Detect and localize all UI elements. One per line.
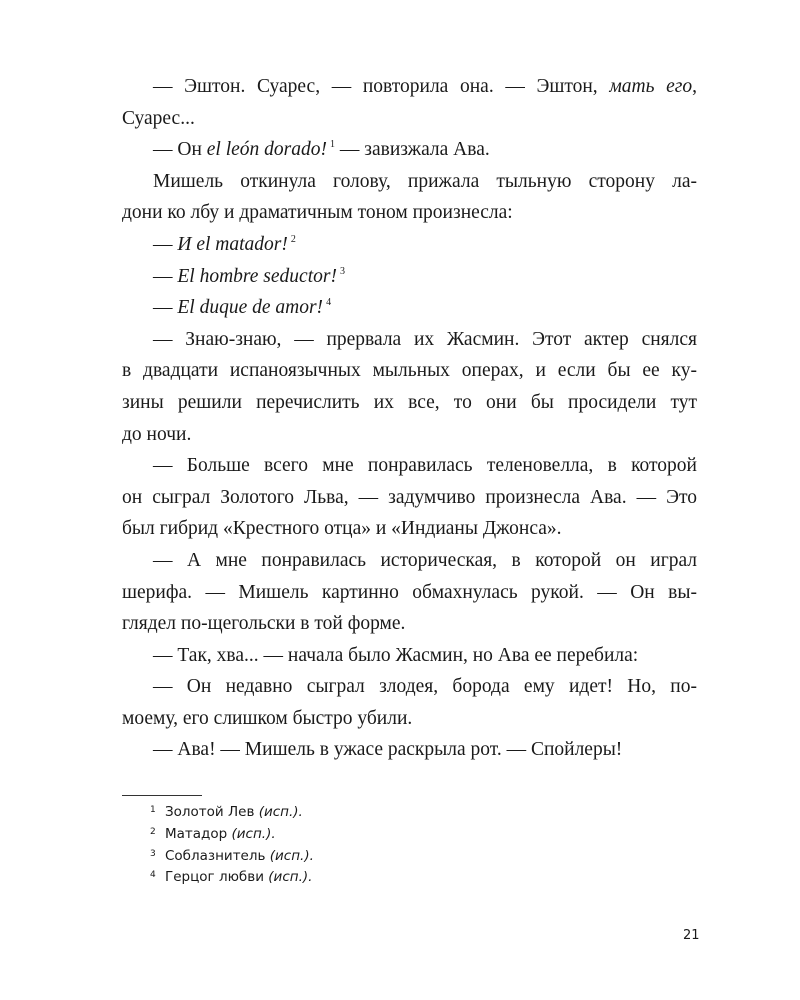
text-span: в двадцати испаноязычных мыльных операх, и если бы ее ку- — [122, 360, 697, 382]
text-span: — Больше всего мне понравилась теленовелла, в которой — [153, 455, 697, 477]
text-span: — Он недавно сыграл злодея, борода ему идет! Но, по- — [153, 676, 697, 698]
text-span: зины решили перечислить их все, то они бы просидели тут — [122, 391, 697, 413]
text-span: , — [692, 76, 697, 97]
text-line — [122, 197, 697, 229]
text-span: — завизжала Ава. — [335, 139, 490, 161]
footnote-text: Герцог любви — [165, 869, 269, 886]
footnote-lang: (исп.). — [268, 869, 313, 886]
text-line — [122, 71, 697, 103]
italic-text: el león dorado! — [206, 139, 328, 161]
text-line — [122, 229, 697, 261]
footnote-number: 1 — [150, 805, 156, 815]
text-line — [122, 577, 697, 609]
text-line — [122, 134, 697, 166]
text-line — [122, 640, 697, 672]
italic-text: мать его — [609, 76, 693, 97]
text-span: глядел по-щегольски в той форме. — [122, 613, 406, 635]
text-span: моему, его слишком быстро убили. — [122, 707, 413, 729]
text-span: — — [153, 265, 178, 287]
text-line — [122, 166, 697, 198]
text-span: — — [153, 297, 178, 319]
text-line — [122, 261, 697, 293]
text-span: он сыграл Золотого Льва, — задумчиво произнесла Ава. — Это — [122, 486, 697, 508]
text-span: — Знаю-знаю, — прервала их Жасмин. Этот актер снялся — [153, 328, 697, 350]
page-number: 21 — [683, 928, 700, 943]
text-span: Суарес... — [122, 107, 195, 129]
text-line — [122, 103, 697, 135]
text-line — [122, 671, 697, 703]
footnote-text: Соблазнитель — [165, 847, 270, 864]
text-line — [122, 355, 697, 387]
text-line — [122, 482, 697, 514]
text-span: — Эштон. Суарес, — повторила она. — Эштон, — [153, 76, 610, 97]
footnote-number: 4 — [150, 870, 156, 881]
footnote-ref: 2 — [290, 233, 296, 245]
footnote-text: Матадор — [165, 825, 232, 842]
footnote — [150, 802, 314, 824]
footnotes — [150, 802, 314, 889]
footnote-lang: (исп.). — [269, 847, 314, 864]
text-span: до ночи. — [122, 423, 192, 445]
footnote — [150, 846, 314, 868]
italic-text: El hombre seductor! — [177, 265, 337, 287]
footnote — [150, 867, 314, 889]
footnote-ref: 3 — [339, 265, 345, 277]
text-span: шерифа. — Мишель картинно обмахнулась рукой. — Он вы- — [122, 581, 697, 603]
text-line — [122, 545, 697, 577]
italic-text: И el matador! — [177, 233, 288, 255]
text-span: — Ава! — Мишель в ужасе раскрыла рот. — Спойлеры! — [153, 739, 623, 761]
footnote-divider — [122, 795, 202, 796]
footnote-ref: 1 — [330, 139, 336, 151]
text-span: был гибрид «Крестного отца» и «Индианы Джонса». — [122, 518, 562, 540]
text-line — [122, 513, 697, 545]
footnote-ref: 4 — [326, 297, 332, 309]
text-span: — А мне понравилась историческая, в которой он играл — [153, 549, 697, 571]
text-line — [122, 292, 697, 324]
text-line — [122, 450, 697, 482]
footnote-lang: (исп.). — [258, 804, 303, 820]
text-span: дони ко лбу и драматичным тоном произнесла: — [122, 202, 513, 224]
text-line — [122, 419, 697, 451]
body-text — [122, 71, 697, 766]
text-span: Мишель откинула голову, прижала тыльную сторону ла- — [153, 170, 697, 192]
text-span: — — [153, 233, 178, 255]
footnote-text: Золотой Лев — [165, 804, 259, 820]
text-line — [122, 608, 697, 640]
text-line — [122, 324, 697, 356]
text-span: — Так, хва... — начала было Жасмин, но Ава ее перебила: — [153, 644, 639, 666]
text-line — [122, 703, 697, 735]
footnote-number: 2 — [150, 826, 156, 837]
text-span: — Он — [153, 139, 207, 161]
italic-text: El duque de amor! — [177, 297, 324, 319]
text-line — [122, 387, 697, 419]
footnote-number: 3 — [150, 848, 156, 859]
footnote-lang: (исп.). — [231, 825, 276, 842]
footnote — [150, 824, 314, 846]
text-line — [122, 734, 697, 766]
